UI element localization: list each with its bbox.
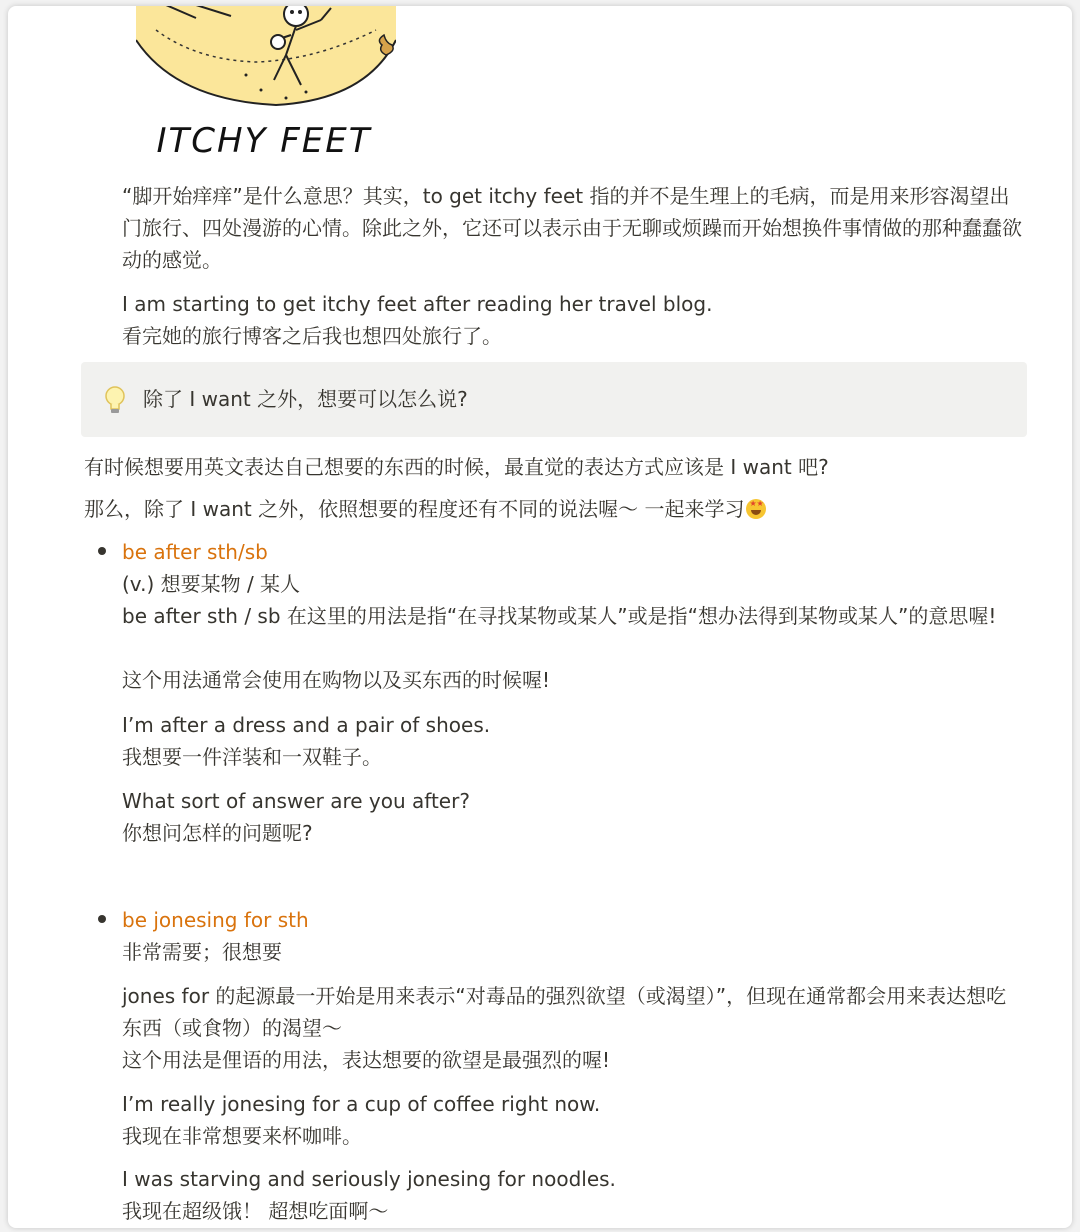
term-explain: be after sth / sb 在这里的用法是指“在寻找某物或某人”或是指“想办法得到某物或某人”的意思喔! [122,604,997,628]
lead-line-1: 有时候想要用英文表达自己想要的东西的时候，最直觉的表达方式应该是 I want 吧? [84,455,829,479]
bullet-dot [98,915,106,923]
lead-line-2 [84,493,1034,525]
example-zh: 我现在超级饿！ 超想吃面啊～ [122,1199,389,1223]
itchy-feet-illustration [136,6,396,170]
example-zh: 我现在非常想要来杯咖啡。 [122,1124,362,1148]
lightbulb-icon [101,384,129,416]
callout-box [81,362,1027,437]
term-pos: (v.) 想要某物 / 某人 [122,572,301,596]
term-explain: jones for 的起源最一开始是用来表示“对毒品的强烈欲望（或渴望）”，但现在通常都会用来表达想吃东西（或食物）的渴望～ [122,984,1007,1040]
intro-paragraph: “脚开始痒痒”是什么意思？其实，to get itchy feet 指的并不是生理上的毛病，而是用来形容渴望出门旅行、四处漫游的心情。除此之外，它还可以表示由于无聊或烦躁而开始想换件事情做的那种蠢蠢欲动的感觉。 [122,184,1022,272]
callout-text: 除了 I want 之外，想要可以怎么说? [143,387,468,411]
example-zh: 你想问怎样的问题呢? [122,821,313,845]
example-en: I’m really jonesing for a cup of coffee right now. [122,1092,601,1116]
intro-example-zh: 看完她的旅行博客之后我也想四处旅行了。 [122,324,502,348]
lead-line-2-text: 那么，除了 I want 之外，依照想要的程度还有不同的说法喔～ 一起来学习 [84,497,745,521]
bullet-dot [98,547,106,555]
term-be-jonesing: be jonesing for sth [122,908,309,932]
illustration-caption: ITCHY FEET [156,121,372,161]
star-struck-emoji-icon [746,499,766,519]
term-explain: 这个用法通常会使用在购物以及买东西的时候喔! [122,668,551,692]
intro-example-en: I am starting to get itchy feet after reading her travel blog. [122,292,713,316]
example-zh: 我想要一件洋装和一双鞋子。 [122,745,382,769]
document-page [8,6,1072,1228]
example-en: I’m after a dress and a pair of shoes. [122,713,491,737]
term-be-after: be after sth/sb [122,540,268,564]
example-en: What sort of answer are you after? [122,789,470,813]
term-explain: 这个用法是俚语的用法，表达想要的欲望是最强烈的喔! [122,1048,611,1072]
term-pos: 非常需要；很想要 [122,940,282,964]
example-en: I was starving and seriously jonesing for noodles. [122,1167,616,1191]
